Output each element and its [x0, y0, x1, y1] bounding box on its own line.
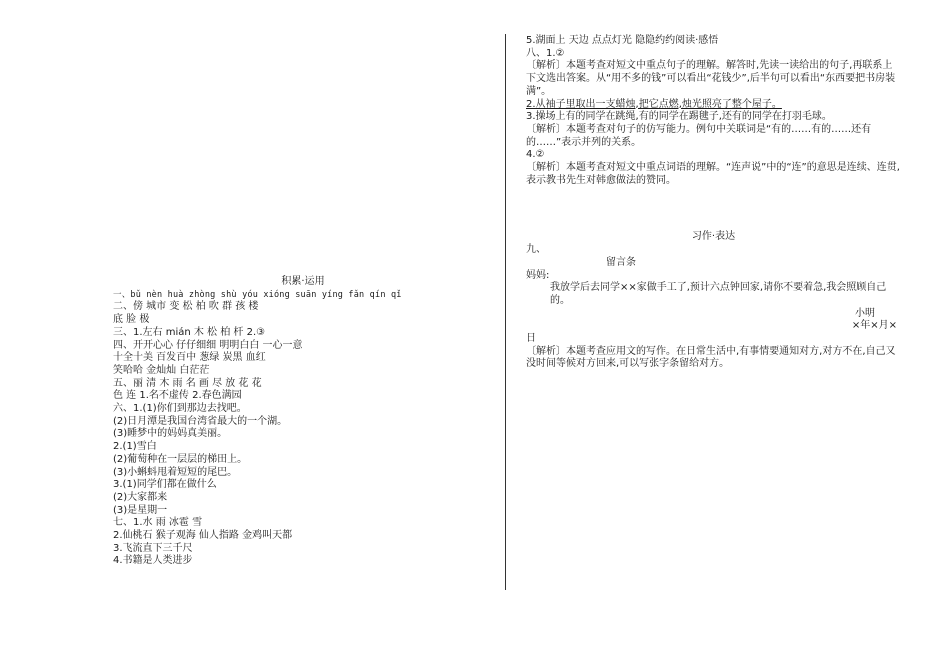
answer-line-9: 色 连 1.名不虚传 2.春色满园: [113, 390, 242, 402]
answer-line-7: 笑哈哈 金灿灿 白茫茫: [113, 364, 210, 376]
answer-line-3: 底 脸 极: [113, 314, 150, 326]
answer-line-13: 2.(1)雪白: [113, 441, 157, 453]
note-signer: 小明: [855, 307, 875, 319]
answer-line-8: 五、丽 清 木 雨 名 画 尽 放 花 花: [113, 377, 262, 389]
right-column: [526, 35, 901, 371]
answer-line-6: 十全十美 百发百中 葱绿 炭黑 血红: [113, 352, 266, 364]
answer-line-22: 4.书籍是人类进步: [113, 555, 193, 567]
note-date: ×年×月×: [851, 320, 897, 332]
answer-line-1-pinyin: 一、bǔ nèn huà zhòng shù yóu xióng suān yíng fǎn qín qǐ: [113, 289, 402, 300]
question-nine-label: 九、: [526, 244, 546, 256]
note-date-tail: 日: [526, 333, 536, 345]
answer-line-21: 3.飞流直下三千尺: [113, 542, 193, 554]
analysis-paragraph-4: 〔解析〕本题考查应用文的写作。在日常生活中,有事情要通知对方,对方不在,自己又没时间等候对方回来,可以写张字条留给对方。: [526, 345, 896, 370]
note-body: 我放学后去同学××家做手工了,预计六点钟回家,请你不要着急,我会照顾自己的。: [550, 282, 887, 306]
answer-line-12: (3)睡梦中的妈妈真美丽。: [113, 428, 228, 440]
answer-line-4: 三、1.左右 mián 木 松 柏 杆 2.③: [113, 326, 266, 338]
answer-line-15: (3)小蝌蚪甩着短短的尾巴。: [113, 466, 238, 478]
answer-line-18: (3)是星期一: [113, 504, 168, 516]
answer-line-17: (2)大家都来: [113, 491, 168, 503]
answer-line-eight-3: 3.操场上有的同学在跳绳,有的同学在踢毽子,还有的同学在打羽毛球。: [526, 111, 832, 123]
answer-line-eight-4: 4.②: [526, 149, 545, 161]
analysis-paragraph-3: 〔解析〕本题考查对短文中重点词语的理解。“连声说”中的“连”的意思是连续、连贯,表示教书先生对韩愈做法的赞同。: [526, 162, 900, 186]
answer-line-16: 3.(1)同学们都在做什么: [113, 479, 217, 491]
answer-line-20: 2.仙桃石 猴子观海 仙人指路 金鸡叫天都: [113, 530, 293, 542]
answer-line-eight-2: 2.从袖子里取出一支蜡烛,把它点燃,烛光照亮了整个屋子。: [526, 98, 782, 110]
answer-line-2: 二、傍 城市 变 松 柏 吹 群 孩 楼: [113, 301, 259, 313]
spacer: [526, 187, 901, 231]
left-column: [113, 276, 493, 568]
answer-line-reading-5: 5.湖面上 天边 点点灯光 隐隐约约阅读·感悟: [526, 35, 719, 46]
answer-line-10: 六、1.(1)你们到那边去找吧。: [113, 403, 247, 415]
answer-line-14: (2)葡萄种在一层层的梯田上。: [113, 453, 248, 465]
answer-line-19: 七、1.水 雨 冰雹 雪: [113, 517, 203, 529]
answer-line-eight-1: 八、1.②: [526, 47, 565, 59]
answer-line-5: 四、开开心心 仔仔细细 明明白白 一心一意: [113, 339, 303, 351]
section-title-accumulation: 积累·运用: [281, 276, 325, 287]
answer-line-11: (2)日月潭是我国台湾省最大的一个湖。: [113, 415, 288, 427]
analysis-paragraph-2: 〔解析〕本题考查对句子的仿写能力。例句中关联词是“有的……有的……还有的……”表示并列的关系。: [526, 123, 872, 148]
note-title: 留言条: [606, 256, 636, 268]
section-title-writing: 习作·表达: [691, 231, 736, 243]
analysis-paragraph-1: 〔解析〕本题考查对短文中重点句子的理解。解答时,先读一读给出的句子,再联系上下文选出答案。从“用不多的钱”可以看出“花钱少”,后半句可以看出“东西要把书房装满”。: [526, 60, 896, 97]
column-divider: [505, 34, 506, 590]
note-salutation: 妈妈:: [526, 269, 550, 281]
